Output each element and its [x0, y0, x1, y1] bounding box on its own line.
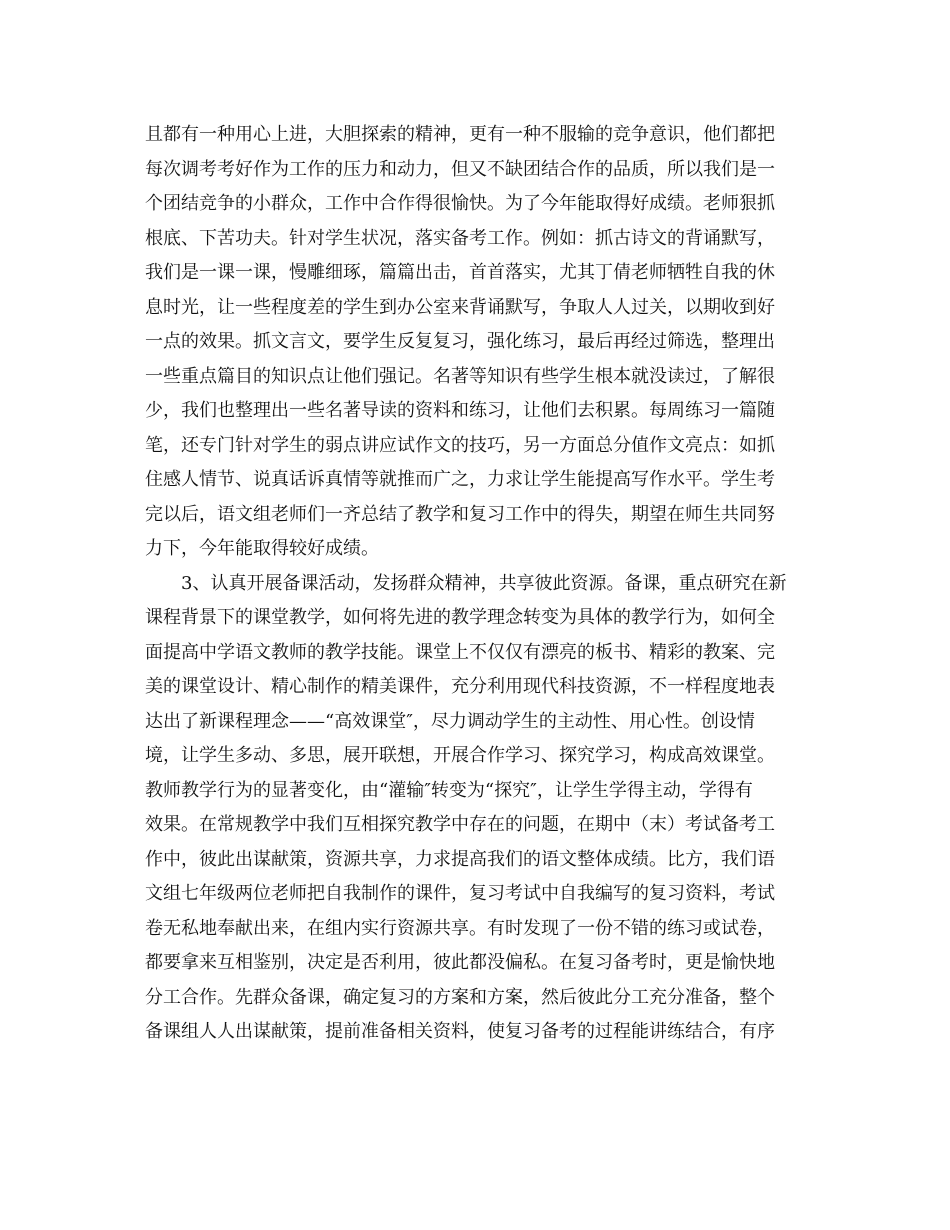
text-line: 美的课堂设计、精心制作的精美课件，充分利用现代科技资源，不一样程度地表 [145, 676, 775, 697]
text-line: 且都有一种用心上进，大胆探索的精神，更有一种不服输的竞争意识，他们都把 [145, 124, 775, 145]
paragraph-2 [145, 567, 805, 1050]
text-line: 效果。在常规教学中我们互相探究教学中存在的问题，在期中（末）考试备考工 [145, 814, 775, 835]
text-line: 个团结竞争的小群众，工作中合作得很愉快。为了今年能取得好成绩。老师狠抓 [145, 193, 775, 214]
text-line: 面提高中学语文教师的教学技能。课堂上不仅仅有漂亮的板书、精彩的教案、完 [145, 641, 775, 663]
text-line: 一些重点篇目的知识点让他们强记。名著等知识有些学生根本就没读过，了解很 [145, 365, 775, 387]
text-line: 完以后，语文组老师们一齐总结了教学和复习工作中的得失，期望在师生共同努 [145, 503, 775, 525]
text-line: 达出了新课程理念——“高效课堂″，尽力调动学生的主动性、用心性。创设情 [145, 710, 755, 732]
text-line: 都要拿来互相鉴别，决定是否利用，彼此都没偏私。在复习备考时，更是愉快地 [145, 952, 775, 973]
text-line: 分工合作。先群众备课，确定复习的方案和方案，然后彼此分工充分准备，整个 [145, 986, 775, 1008]
text-line: 住感人情节、说真话诉真情等就推而广之，力求让学生能提高写作水平。学生考 [145, 469, 775, 490]
text-line: 课程背景下的课堂教学，如何将先进的教学理念转变为具体的教学行为，如何全 [145, 607, 775, 628]
text-line: 根底、下苦功夫。针对学生状况，落实备考工作。例如：抓古诗文的背诵默写， [145, 227, 775, 249]
text-line: 我们是一课一课，慢雕细琢，篇篇出击，首首落实，尤其丁倩老师牺牲自我的休 [145, 262, 775, 283]
text-line: 作中，彼此出谋献策，资源共享，力求提高我们的语文整体成绩。比方，我们语 [145, 848, 775, 870]
text-line: 笔，还专门针对学生的弱点讲应试作文的技巧，另一方面总分值作文亮点：如抓 [145, 434, 775, 456]
document-body [145, 118, 805, 1050]
text-line: 卷无私地奉献出来，在组内实行资源共享。有时发现了一份不错的练习或试卷， [145, 917, 775, 939]
text-line: 一点的效果。抓文言文，要学生反复复习，强化练习，最后再经过筛选，整理出 [145, 331, 775, 352]
text-line: 文组七年级两位老师把自我制作的课件，复习考试中自我编写的复习资料，考试 [145, 883, 775, 904]
text-line: 备课组人人出谋献策，提前准备相关资料，使复习备考的过程能讲练结合，有序 [145, 1021, 775, 1042]
text-line: 3、认真开展备课活动，发扬群众精神，共享彼此资源。备课，重点研究在新 [145, 572, 787, 594]
text-line: 力下，今年能取得较好成绩。 [145, 538, 379, 559]
text-line: 少，我们也整理出一些名著导读的资料和练习，让他们去积累。每周练习一篇随 [145, 400, 775, 421]
paragraph-1 [145, 118, 805, 567]
text-line: 教师教学行为的显著变化，由“灌输″转变为“探究″，让学生学得主动，学得有 [145, 779, 753, 801]
text-line: 每次调考考好作为工作的压力和动力，但又不缺团结合作的品质，所以我们是一 [145, 158, 775, 180]
text-line: 息时光，让一些程度差的学生到办公室来背诵默写，争取人人过关，以期收到好 [145, 296, 775, 318]
text-line: 境，让学生多动、多思，展开联想，开展合作学习、探究学习，构成高效课堂。 [145, 745, 775, 766]
